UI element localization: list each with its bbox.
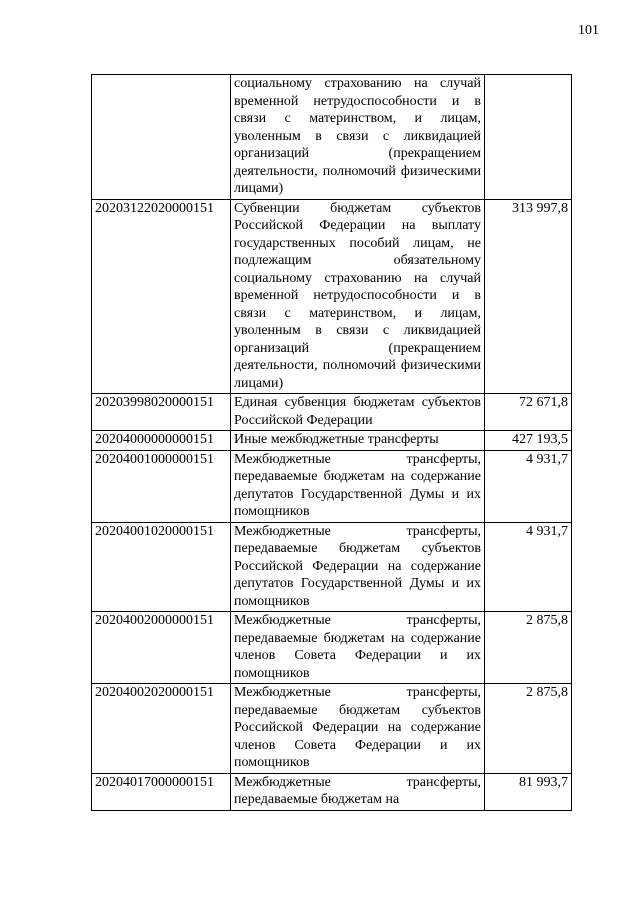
row-code: 20203998020000151	[92, 394, 231, 431]
row-description: Межбюджетные трансферты, передаваемые бюджетам на содержание депутатов Государственной Думы и их помощников	[231, 450, 485, 522]
row-amount: 4 931,7	[485, 450, 572, 522]
row-amount: 81 993,7	[485, 773, 572, 810]
row-amount: 72 671,8	[485, 394, 572, 431]
row-code	[92, 75, 231, 200]
row-code: 20203122020000151	[92, 199, 231, 394]
table-row	[92, 450, 572, 522]
row-code: 20204000000000151	[92, 431, 231, 451]
row-description: социальному страхованию на случай временной нетрудоспособности и в связи с материнством, и лицам, уволенным в связи с ликвидацией организаций (прекращением деятельности, полномочий физическими лицами)	[231, 75, 485, 200]
row-code: 20204001020000151	[92, 522, 231, 612]
row-code: 20204002020000151	[92, 684, 231, 774]
table-row	[92, 394, 572, 431]
row-amount: 4 931,7	[485, 522, 572, 612]
table-row	[92, 199, 572, 394]
table-row	[92, 75, 572, 200]
table-row	[92, 522, 572, 612]
row-code: 20204017000000151	[92, 773, 231, 810]
row-amount: 2 875,8	[485, 612, 572, 684]
table-row	[92, 612, 572, 684]
row-description: Субвенции бюджетам субъектов Российской Федерации на выплату государственных пособий лицам, не подлежащим обязательному социальному страхованию на случай временной нетрудоспособности и в связи с материнством, и лицам, уволенным в связи с ликвидацией организаций (прекращением деятельности, полномочий физическими лицами)	[231, 199, 485, 394]
budget-table	[91, 74, 572, 811]
row-description: Межбюджетные трансферты, передаваемые бюджетам на	[231, 773, 485, 810]
row-amount: 2 875,8	[485, 684, 572, 774]
row-description: Единая субвенция бюджетам субъектов Российской Федерации	[231, 394, 485, 431]
table-row	[92, 684, 572, 774]
table-row	[92, 431, 572, 451]
row-description: Межбюджетные трансферты, передаваемые бюджетам на содержание членов Совета Федерации и их помощников	[231, 612, 485, 684]
row-description: Межбюджетные трансферты, передаваемые бюджетам субъектов Российской Федерации на содержание депутатов Государственной Думы и их помощников	[231, 522, 485, 612]
row-description: Межбюджетные трансферты, передаваемые бюджетам субъектов Российской Федерации на содержание членов Совета Федерации и их помощников	[231, 684, 485, 774]
row-code: 20204002000000151	[92, 612, 231, 684]
row-amount: 427 193,5	[485, 431, 572, 451]
row-amount: 313 997,8	[485, 199, 572, 394]
row-code: 20204001000000151	[92, 450, 231, 522]
row-amount	[485, 75, 572, 200]
row-description: Иные межбюджетные трансферты	[231, 431, 485, 451]
table-row	[92, 773, 572, 810]
page-number: 101	[578, 23, 599, 38]
